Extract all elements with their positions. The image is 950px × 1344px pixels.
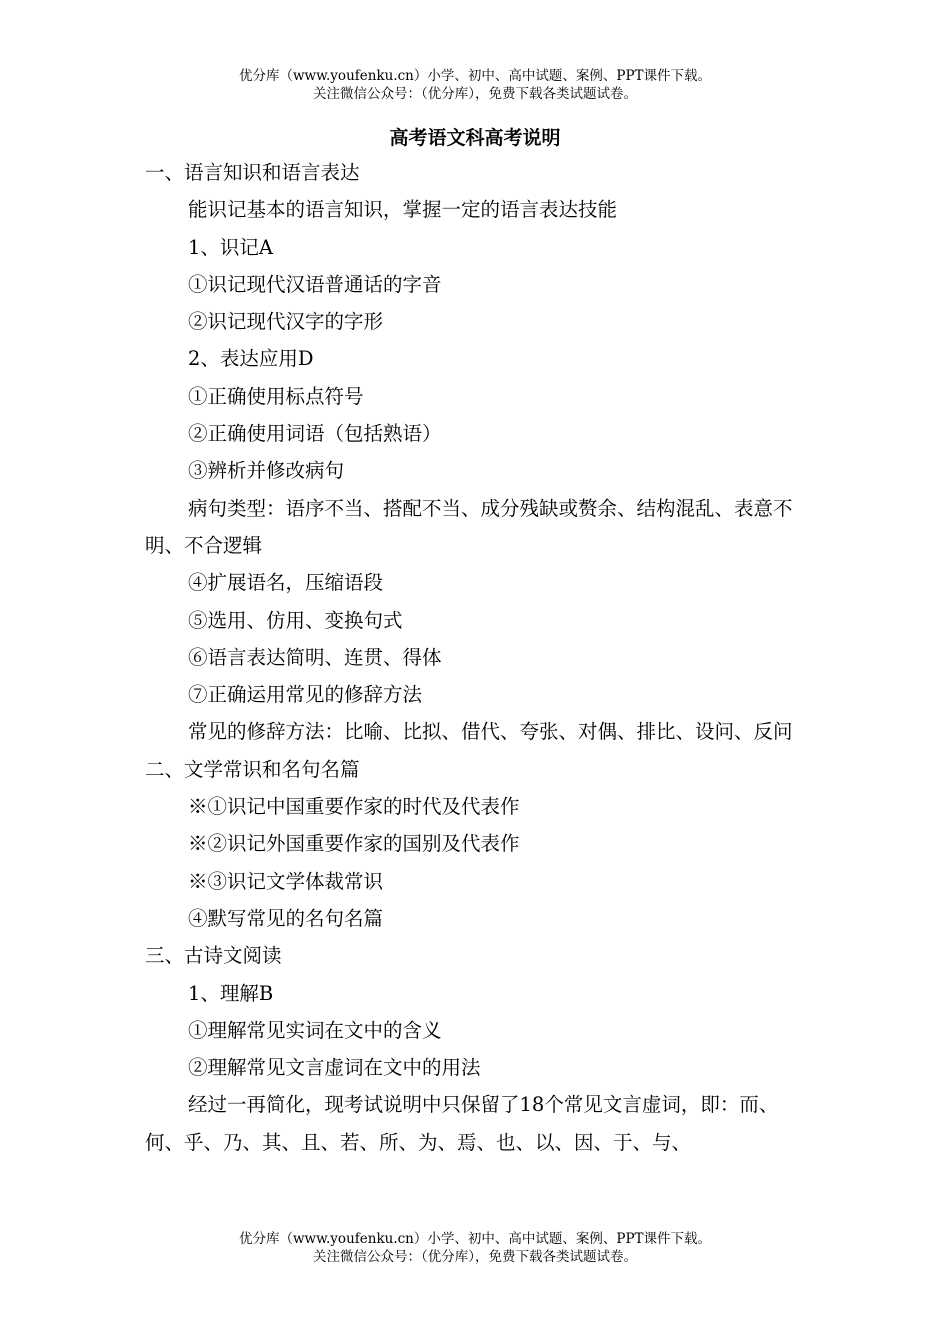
- list-item: ①识记现代汉语普通话的字音: [188, 272, 442, 296]
- list-item: ②识记现代汉字的字形: [188, 310, 384, 334]
- footer-line-2: 关注微信公众号：（优分库），免费下载各类试题试卷。: [313, 1249, 637, 1265]
- list-item: 2、表达应用D: [188, 347, 314, 371]
- document-title: 高考语文科高考说明: [389, 127, 561, 149]
- page-footer: [0, 1230, 950, 1266]
- paragraph: 病句类型：语序不当、搭配不当、成分残缺或赘余、结构混乱、表意不明、不合逻辑: [145, 496, 793, 557]
- list-item: ※②识记外国重要作家的国别及代表作: [188, 832, 520, 856]
- header-line-2: 关注微信公众号：（优分库），免费下载各类试题试卷。: [313, 86, 637, 102]
- list-item: ⑦正确运用常见的修辞方法: [188, 683, 423, 707]
- list-item: ※①识记中国重要作家的时代及代表作: [188, 795, 520, 819]
- list-item: ⑥语言表达简明、连贯、得体: [188, 645, 442, 669]
- paragraph: 常见的修辞方法：比喻、比拟、借代、夸张、对偶、排比、设问、反问: [188, 720, 793, 744]
- list-item: ④扩展语名，压缩语段: [188, 571, 384, 595]
- list-item: ①正确使用标点符号: [188, 384, 364, 408]
- list-item: 1、理解B: [188, 981, 274, 1005]
- paragraph: 能识记基本的语言知识，掌握一定的语言表达技能: [188, 198, 618, 222]
- list-item: ※③识记文学体裁常识: [188, 869, 384, 893]
- header-line-1: 优分库（www.youfenku.cn）小学、初中、高中试题、案例、PPT课件下载。: [238, 68, 712, 84]
- section-heading-2: 二、文学常识和名句名篇: [145, 757, 360, 781]
- list-item: ②正确使用词语（包括熟语）: [188, 422, 442, 446]
- list-item: ①理解常见实词在文中的含义: [188, 1018, 442, 1042]
- page-header: [0, 67, 950, 103]
- list-item: ⑤选用、仿用、变换句式: [188, 608, 403, 632]
- list-item: ④默写常见的名句名篇: [188, 906, 384, 930]
- list-item: ②理解常见文言虚词在文中的用法: [188, 1056, 481, 1080]
- footer-line-1: 优分库（www.youfenku.cn）小学、初中、高中试题、案例、PPT课件下载。: [238, 1231, 712, 1247]
- section-heading-3: 三、古诗文阅读: [145, 944, 282, 968]
- section-heading-1: 一、语言知识和语言表达: [145, 161, 360, 184]
- document-body: [145, 154, 815, 1161]
- paragraph: 经过一再简化，现考试说明中只保留了18个常见文言虚词，即：而、何、乎、乃、其、且、若、所、为、焉、也、以、因、于、与、: [145, 1093, 779, 1154]
- list-item: ③辨析并修改病句: [188, 459, 345, 483]
- list-item: 1、识记A: [188, 235, 273, 259]
